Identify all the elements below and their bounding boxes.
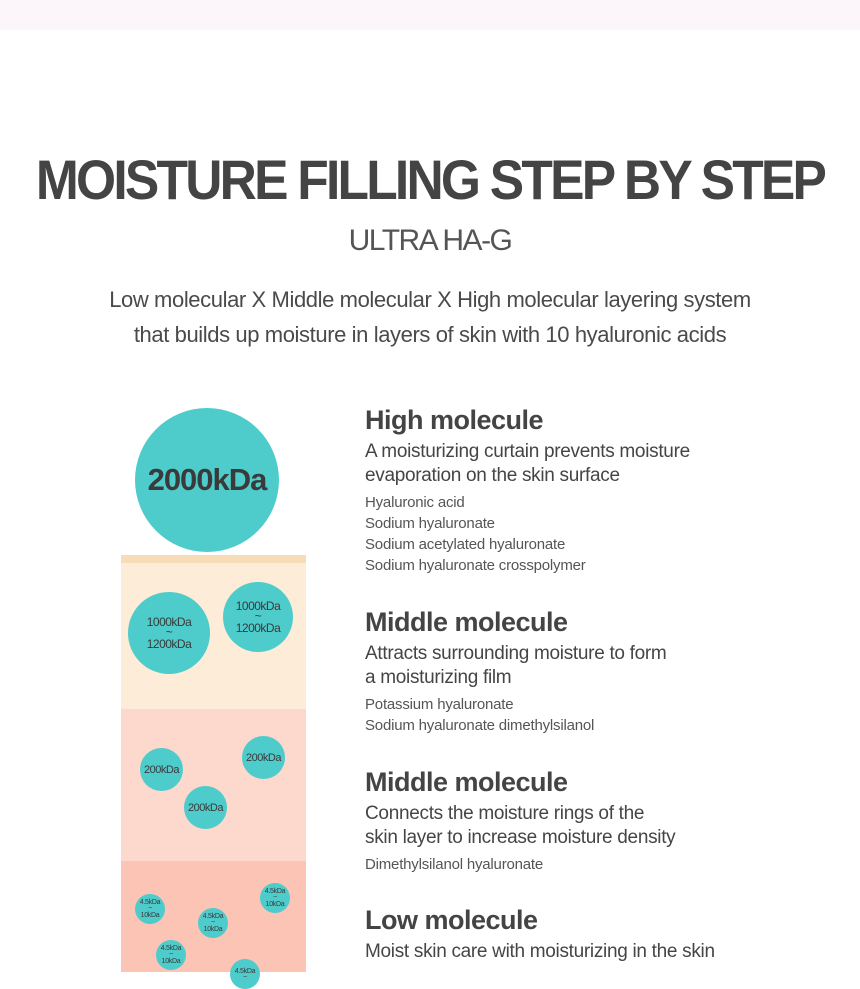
molecule-bubble-4-5kda: [198, 908, 228, 938]
molecule-layer-illustration: [121, 405, 306, 982]
bubble-label: 10kDa: [203, 926, 223, 934]
section-description: [365, 802, 835, 850]
description-line: Moist skin care with moisturizing in the skin: [365, 941, 715, 962]
bubble-sep: ~: [243, 974, 247, 982]
ingredient-list: [365, 854, 835, 875]
product-name: ULTRA HA-G: [348, 224, 512, 257]
section-middle-molecule-2: [365, 766, 835, 875]
section-high-molecule: [365, 404, 835, 576]
bubble-label: 1000kDa: [235, 599, 281, 614]
molecule-bubble-2000kda: 2000kDa: [135, 408, 279, 552]
bubble-label: 4.5kDa: [139, 898, 161, 906]
section-middle-molecule-1: [365, 606, 835, 736]
ingredient-item: Potassium hyaluronate: [365, 696, 514, 713]
section-heading: Middle molecule: [365, 607, 568, 637]
section-heading: High molecule: [365, 405, 544, 435]
molecule-bubble-4-5kda: [260, 883, 290, 913]
bubble-label: 10kDa: [265, 901, 285, 909]
molecule-bubble-200kda: 200kDa: [242, 736, 285, 779]
ingredient-item: Sodium hyaluronate: [365, 515, 495, 532]
ingredient-item: Sodium acetylated hyaluronate: [365, 536, 566, 553]
bubble-label: 1000kDa: [146, 615, 192, 630]
bubble-label: 4.5kDa: [264, 887, 286, 895]
bubble-label: 1200kDa: [235, 620, 281, 635]
bubble-sep: ~: [273, 893, 277, 901]
ingredient-item: Hyaluronic acid: [365, 494, 465, 511]
bubble-label: 1200kDa: [146, 636, 192, 651]
intro-line: Low molecular X Middle molecular X High molecular layering system: [109, 287, 751, 312]
bubble-sep: ~: [254, 609, 262, 624]
bubble-label: 4.5kDa: [234, 968, 256, 976]
top-band: [0, 0, 860, 30]
skin-surface-edge: [121, 555, 306, 563]
ingredient-item: Dimethylsilanol hyaluronate: [365, 856, 544, 873]
ingredient-item: Sodium hyaluronate dimethylsilanol: [365, 717, 595, 734]
ingredient-list: [365, 492, 835, 576]
section-description: [365, 642, 835, 690]
molecule-bubble-4-5kda: [135, 894, 165, 924]
bubble-label: 10kDa: [161, 958, 181, 966]
ingredient-item: Sodium hyaluronate crosspolymer: [365, 557, 586, 574]
bubble-label: 4.5kDa: [202, 912, 224, 920]
bubble-sep: ~: [211, 918, 215, 926]
section-heading: Low molecule: [365, 905, 538, 935]
section-low-molecule: [365, 904, 835, 964]
description-line: A moisturizing curtain prevents moisture: [365, 441, 690, 462]
molecule-bubble-200kda: 200kDa: [140, 748, 183, 791]
page-title: MOISTURE FILLING STEP BY STEP: [35, 148, 825, 211]
description-line: Connects the moisture rings of the: [365, 803, 645, 824]
description-line: skin layer to increase moisture density: [365, 827, 676, 848]
bubble-sep: ~: [148, 904, 152, 912]
intro-text: [0, 282, 860, 352]
molecule-bubble-4-5kda: [230, 959, 260, 989]
bubble-label: 10kDa: [140, 912, 160, 920]
section-heading: Middle molecule: [365, 767, 568, 797]
bubble-sep: ~: [169, 950, 173, 958]
section-description: [365, 940, 835, 964]
intro-line: that builds up moisture in layers of skin with 10 hyaluronic acids: [133, 322, 727, 347]
description-line: Attracts surrounding moisture to form: [365, 643, 667, 664]
molecule-bubble-200kda: 200kDa: [184, 786, 227, 829]
molecule-bubble-1000kda: [128, 592, 210, 674]
bubble-sep: ~: [165, 625, 173, 640]
description-line: a moisturizing film: [365, 667, 512, 688]
section-description: [365, 440, 835, 488]
bubble-label: 4.5kDa: [160, 944, 182, 952]
ingredient-list: [365, 694, 835, 736]
description-line: evaporation on the skin surface: [365, 465, 620, 486]
molecule-bubble-4-5kda: [156, 940, 186, 970]
molecule-bubble-1000kda: [223, 582, 293, 652]
